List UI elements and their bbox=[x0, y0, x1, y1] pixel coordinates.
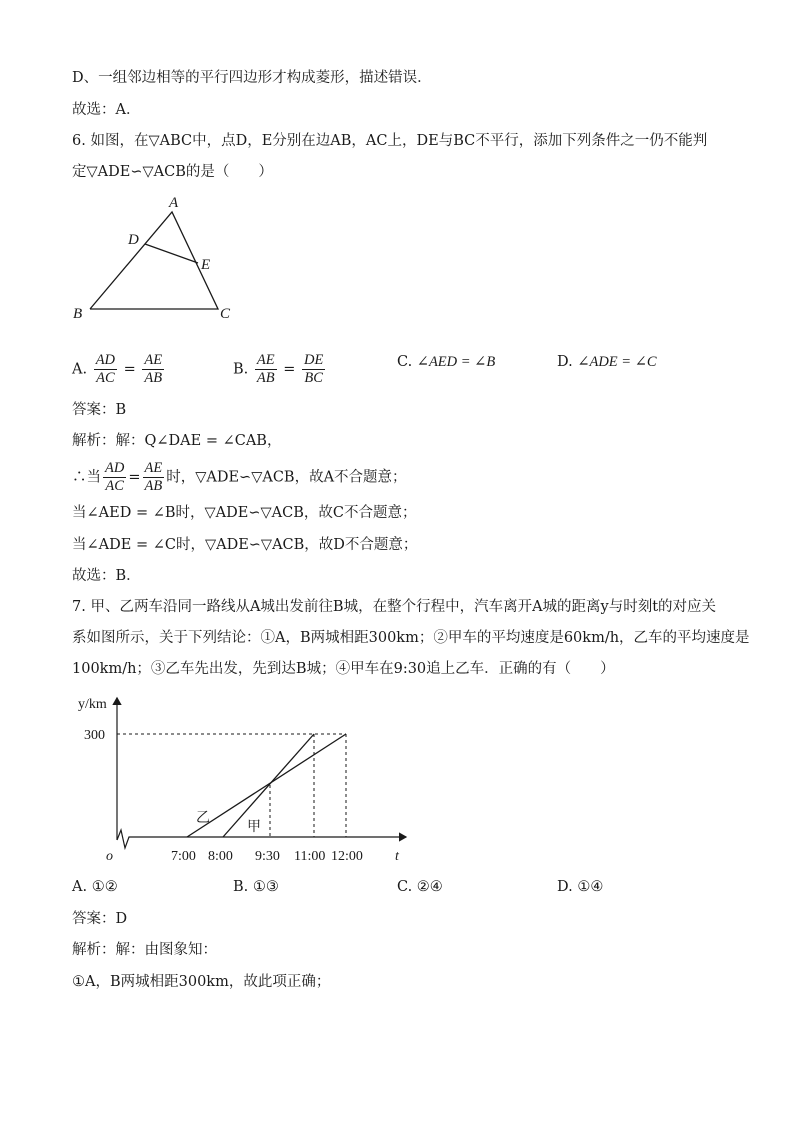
question-7-line1: 7. 甲、乙两车沿同一路线从A城出发前往B城，在整个行程中，汽车离开A城的距离y与时刻t的对应关 bbox=[72, 599, 717, 615]
text-line: 故选：A． bbox=[72, 102, 141, 118]
label-a: A bbox=[169, 195, 179, 211]
segment-de bbox=[145, 244, 198, 263]
option-a-6: A. $\frac{AD}{AC}$ = $\frac{AE}{AB}$ bbox=[72, 352, 163, 386]
tick-label: 12:00 bbox=[331, 849, 363, 864]
label-e: E bbox=[201, 257, 211, 273]
label-yi: 乙 bbox=[196, 811, 210, 826]
select-6: 故选：B． bbox=[72, 568, 141, 584]
origin-label: o bbox=[106, 849, 113, 864]
fraction: $\frac{AE}{AB}$ bbox=[144, 460, 163, 494]
fraction: $\frac{AE}{AB}$ bbox=[144, 352, 163, 386]
option-b-6: B. $\frac{AE}{AB}$ = $\frac{DE}{BC}$ bbox=[233, 352, 324, 386]
label-c: C bbox=[220, 306, 231, 322]
analysis-6-line3: 当∠AED = ∠B时，▽ADE∽▽ACB，故C不合题意； bbox=[72, 505, 417, 521]
analysis-7-line2: ①A，B两城相距300km，故此项正确； bbox=[72, 974, 331, 990]
label-d: D bbox=[128, 232, 139, 248]
tick-label: 7:00 bbox=[171, 849, 196, 864]
tick-label: 9:30 bbox=[255, 849, 280, 864]
option-d-6: D. ∠ADE = ∠C bbox=[557, 354, 657, 370]
fraction: $\frac{DE}{BC}$ bbox=[303, 352, 324, 386]
tick-label: 11:00 bbox=[294, 849, 326, 864]
question-6-line2: 定▽ADE∽▽ACB的是（ ） bbox=[72, 164, 273, 180]
question-6-line1: 6. 如图，在▽ABC中，点D，E分别在边AB，AC上，DE与BC不平行，添加下列条件之一仍不能判 bbox=[72, 133, 708, 149]
analysis-7: 解析：解：由图象知： bbox=[72, 942, 217, 958]
line-jia bbox=[223, 734, 314, 837]
option-d-7: D. ①④ bbox=[557, 879, 604, 895]
question-7-line3: 100km/h；③乙车先出发，先到达B城；④甲车在9:30追上乙车．正确的有（ ） bbox=[72, 661, 615, 677]
x-axis bbox=[117, 830, 406, 848]
line-yi bbox=[187, 734, 346, 837]
option-c-6: C. ∠AED = ∠B bbox=[397, 354, 496, 370]
fraction: $\frac{AE}{AB}$ bbox=[256, 352, 275, 386]
tick-label: 8:00 bbox=[208, 849, 233, 864]
distance-time-graph bbox=[70, 690, 410, 870]
text-line: D、一组邻边相等的平行四边形才构成菱形，描述错误． bbox=[72, 70, 432, 86]
option-a-7: A. ①② bbox=[72, 879, 118, 895]
y-axis-label: y/km bbox=[78, 697, 107, 712]
analysis-6: 解析：解：Q∠DAE = ∠CAB， bbox=[72, 433, 282, 449]
analysis-6-line4: 当∠ADE = ∠C时，▽ADE∽▽ACB，故D不合题意； bbox=[72, 537, 418, 553]
option-b-7: B. ①③ bbox=[233, 879, 279, 895]
x-axis-label: t bbox=[395, 849, 399, 864]
triangle-abc bbox=[90, 212, 218, 309]
answer-6: 答案：B bbox=[72, 402, 127, 418]
question-7-line2: 系如图所示，关于下列结论：①A，B两城相距300km；②甲车的平均速度是60km/h，乙车的平均速度是 bbox=[72, 630, 750, 646]
fraction: $\frac{AD}{AC}$ bbox=[95, 352, 116, 386]
label-b: B bbox=[73, 306, 83, 322]
triangle-figure bbox=[70, 190, 240, 325]
fraction: $\frac{AD}{AC}$ bbox=[105, 460, 125, 494]
option-c-7: C. ②④ bbox=[397, 879, 443, 895]
analysis-6-line2: ∴当 $\frac{AD}{AC}$ = $\frac{AE}{AB}$ 时，▽ADE∽▽ACB，故A不合题意； bbox=[72, 460, 407, 494]
answer-7: 答案：D bbox=[72, 911, 128, 927]
tick-300: 300 bbox=[84, 728, 105, 743]
label-jia: 甲 bbox=[247, 820, 261, 835]
